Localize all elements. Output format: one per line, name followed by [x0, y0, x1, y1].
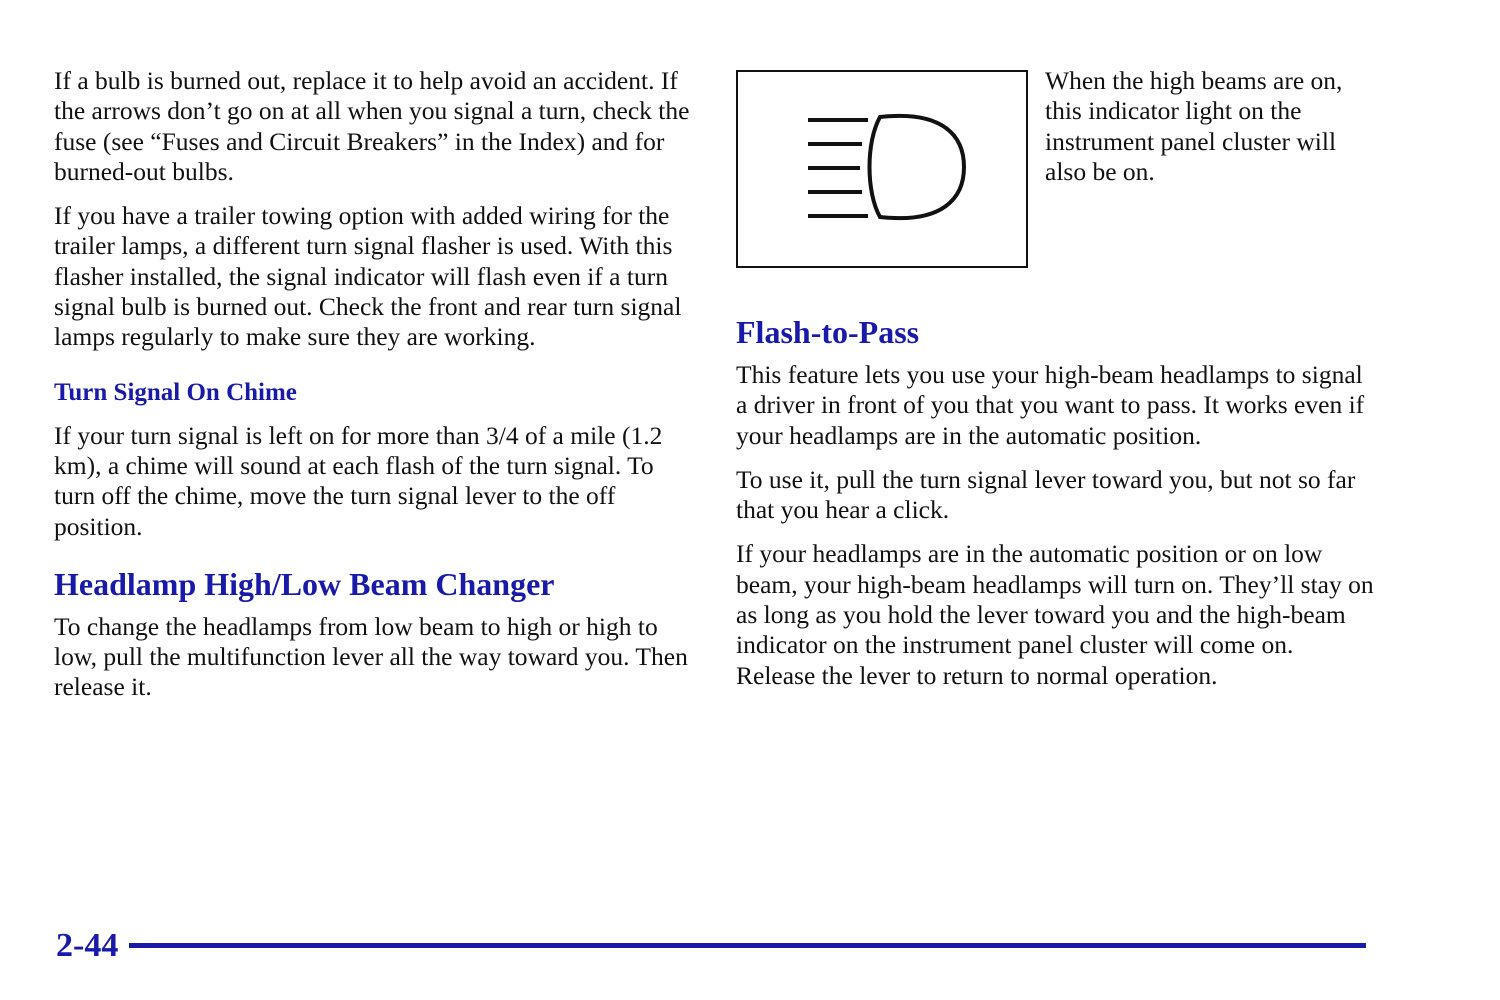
turn-signal-chime-paragraph: If your turn signal is left on for more than 3/4 of a mile (1.2 km), a chime will sound at each flash of the turn signal. To turn off the chime, move the turn signal lever to the off position. [54, 420, 663, 541]
trailer-paragraph: If you have a trailer towing option with added wiring for the trailer lamps, a different turn signal flasher is used. With this flasher installed, the signal indicator will flash even if a turn signal bulb is burned out. Check the front and rear turn signal lamps regularly to make sure they are working. [54, 201, 682, 352]
bulb-paragraph: If a bulb is burned out, replace it to help avoid an accident. If the arrows don’t go on at all when you signal a turn, check the fuse (see “Fuses and Circuit Breakers” in the Index) and for burned-out bulbs. [54, 66, 690, 186]
flash-to-pass-heading: Flash-to-Pass [736, 314, 920, 350]
page-footer [56, 924, 1368, 968]
flash-to-pass-paragraph-2: To use it, pull the turn signal lever toward you, but not so far that you hear a click. [736, 464, 1356, 525]
high-beam-indicator-icon [738, 72, 1026, 266]
indicator-figure-box [736, 70, 1028, 268]
footer-rule [129, 943, 1366, 948]
page-number: 2-44 [56, 927, 119, 964]
lamp-shape [870, 116, 965, 218]
right-column [736, 66, 1376, 691]
beam-changer-heading: Headlamp High/Low Beam Changer [54, 565, 555, 602]
flash-to-pass-paragraph-3: If your headlamps are in the automatic position or on low beam, your high-beam headlamps will turn on. They’ll stay on as long as you hold the lever toward you and the high-beam indicator on the instrument panel cluster will come on. Release the lever to return to normal operation. [736, 539, 1374, 690]
indicator-figure-row [736, 66, 1376, 272]
indicator-caption: When the high beams are on, this indicator light on the instrument panel cluster will also be on. [1045, 66, 1343, 186]
flash-to-pass-paragraph-1: This feature lets you use your high-beam headlamps to signal a driver in front of you that you want to pass. It works even if your headlamps are in the automatic position. [736, 360, 1365, 450]
beam-changer-paragraph: To change the headlamps from low beam to high or high to low, pull the multifunction lever all the way toward you. Then release it. [54, 611, 688, 702]
turn-signal-chime-heading: Turn Signal On Chime [54, 378, 297, 406]
left-column [54, 66, 694, 703]
